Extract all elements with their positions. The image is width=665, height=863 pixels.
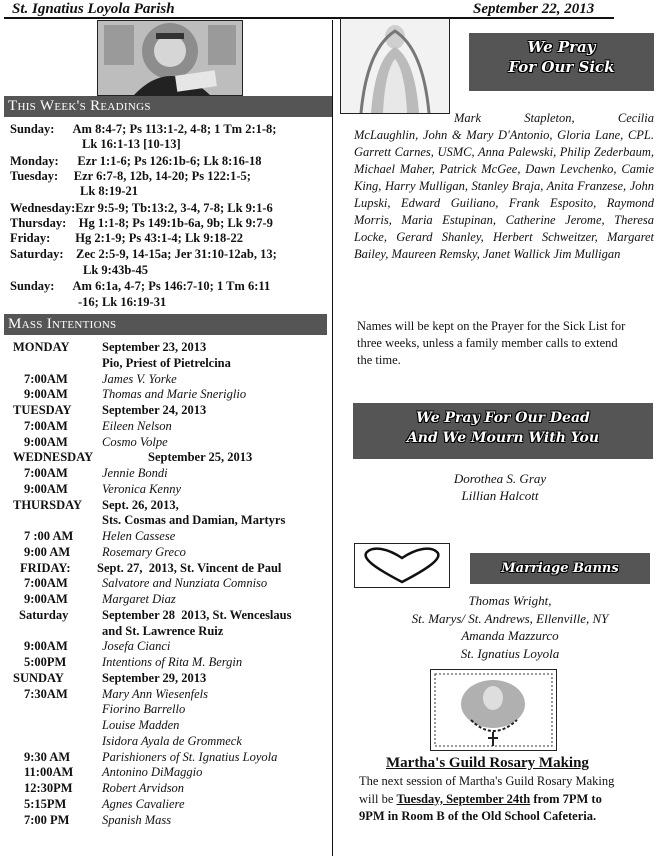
pray-for-dead-banner: We Pray For Our Dead And We Mourn With You bbox=[353, 403, 653, 459]
mass-day-heading: September 23, 2013 bbox=[102, 340, 207, 354]
deceased-names bbox=[400, 470, 600, 504]
mass-day-heading: Sts. Cosmas and Damian, Martyrs bbox=[102, 513, 286, 528]
pray-for-sick-banner: We Pray For Our Sick bbox=[469, 33, 654, 91]
mass-intention-name: Margaret Diaz bbox=[102, 592, 176, 606]
reading-line: Friday: Hg 2:1-9; Ps 43:1-4; Lk 9:18-22 bbox=[10, 231, 243, 245]
mass-day-heading: September 25, 2013 bbox=[148, 450, 253, 465]
mass-time: 7:30AM bbox=[24, 686, 68, 701]
header-rule bbox=[4, 17, 614, 19]
deceased-name: Dorothea S. Gray bbox=[453, 471, 547, 486]
reading-line: Lk 9:43b-45 bbox=[83, 263, 148, 277]
bulletin-date: September 22, 2013 bbox=[473, 1, 595, 17]
rosary-description: The next session of Martha's Guild Rosary Making will be Tuesday, September 24th from 7PM to 9PM in Room B of the Old School Cafeteria. bbox=[359, 774, 615, 823]
reading-line: Lk 16:1-13 [10-13] bbox=[82, 137, 181, 151]
reading-line: Lk 8:19-21 bbox=[80, 184, 138, 198]
mass-day-heading: Sept. 26, 2013, bbox=[102, 497, 179, 512]
mass-time: 7:00AM bbox=[24, 371, 68, 386]
deceased-name: Lillian Halcott bbox=[461, 488, 539, 503]
mass-intention-name: Louise Madden bbox=[102, 718, 180, 732]
banns-line: St. Ignatius Loyola bbox=[460, 645, 560, 661]
mass-intention-name: Eileen Nelson bbox=[102, 418, 172, 433]
banns-list bbox=[365, 592, 655, 662]
reading-line: Sunday: Am 8:4-7; Ps 113:1-2, 4-8; 1 Tm 2:1-8; bbox=[10, 122, 277, 136]
mass-time: 11:00AM bbox=[24, 765, 74, 780]
mass-intention-name: Spanish Mass bbox=[102, 812, 172, 827]
mass-day-heading: and St. Lawrence Ruiz bbox=[102, 623, 224, 638]
mass-intention-name: Intentions of Rita M. Bergin bbox=[102, 655, 243, 669]
mass-intention-name: Parishioners of St. Ignatius Loyola bbox=[102, 749, 278, 764]
reading-line: Monday: Ezr 1:1-6; Ps 126:1b-6; Lk 8:16-18 bbox=[10, 154, 262, 168]
mass-intention-name: Salvatore and Nunziata Comniso bbox=[102, 576, 268, 591]
reading-line: Tuesday: Ezr 6:7-8, 12b, 14-20; Ps 122:1-5; bbox=[10, 169, 251, 183]
sick-list-note: Names will be kept on the Prayer for the Sick List for three weeks, unless a family member calls to extend the time. bbox=[357, 319, 626, 367]
mass-time: 7:00AM bbox=[24, 576, 68, 591]
mass-time: 9:00 AM bbox=[24, 544, 71, 559]
mass-intention-name: Mary Ann Wiesenfels bbox=[102, 686, 208, 701]
mass-time: 12:30PM bbox=[24, 781, 73, 795]
banns-line: Thomas Wright, bbox=[468, 593, 552, 608]
mass-time: Saturday bbox=[19, 607, 69, 622]
mass-time: 7:00AM bbox=[24, 418, 68, 433]
mass-time: 9:00AM bbox=[24, 387, 68, 402]
banns-line: St. Marys/ St. Andrews, Ellenville, NY bbox=[411, 610, 609, 626]
mass-intention-name: Isidora Ayala de Grommeck bbox=[102, 733, 242, 748]
mass-day-heading: September 28 2013, St. Wenceslaus bbox=[102, 607, 292, 622]
mass-time: 7 :00 AM bbox=[24, 529, 74, 543]
mass-time: 9:00AM bbox=[24, 639, 68, 654]
column-divider bbox=[332, 20, 333, 856]
mary-statue-image bbox=[340, 18, 450, 114]
rosary-time-place: from 7PM to 9PM in Room B of the Old School Cafeteria. bbox=[359, 791, 602, 823]
rosary-title: Martha's Guild Rosary Making bbox=[386, 755, 589, 771]
mass-intention-name: Rosemary Greco bbox=[102, 544, 186, 559]
mass-time: MONDAY bbox=[13, 340, 70, 354]
rosary-image bbox=[430, 669, 557, 751]
sick-names-first: Mark Stapleton, Cecilia bbox=[454, 111, 654, 125]
mass-day-heading: Pio, Priest of Pietrelcina bbox=[102, 355, 231, 370]
mass-time: WEDNESDAY bbox=[13, 450, 94, 465]
mass-day-heading: Sept. 27, 2013, St. Vincent de Paul bbox=[97, 560, 282, 575]
rosary-date: Tuesday, September 24th bbox=[396, 791, 531, 806]
mass-day-heading: September 29, 2013 bbox=[102, 670, 207, 685]
mass-time: 9:00AM bbox=[24, 434, 68, 449]
mass-intention-name: Cosmo Volpe bbox=[102, 434, 168, 449]
mass-intention-name: Jennie Bondi bbox=[102, 466, 168, 480]
mass-intention-name: Antonino DiMaggio bbox=[102, 765, 203, 780]
mass-time: 5:00PM bbox=[24, 655, 67, 669]
mass-intention-name: Agnes Cavaliere bbox=[102, 796, 185, 811]
reading-line: Sunday: Am 6:1a, 4-7; Ps 146:7-10; 1 Tm 6:11 bbox=[10, 279, 271, 293]
mass-time: TUESDAY bbox=[13, 403, 72, 417]
sick-names: McLaughlin, John & Mary D'Antonio, Gloria Lane, CPL. Garrett Carnes, USMC, Anna Palewski, Philip Zederbaum, Michael Maher, Patrick McGee, Dawn Levchenko, Camie King, Harry Mulligan, Stanley Braja, Anita Franzese, John Lupski, Edward Guiliano, Frank Esposito, Raymond Morris, Maria Estupinan, Catherine Jerome, Theresa Locke, Gerard Shanley, Herbert Schweitzer, Margaret Bailey, Maureen Remsky, Janet Wallick Jim Mulligan bbox=[354, 128, 654, 261]
mass-time: FRIDAY: bbox=[20, 560, 71, 575]
mass-time: 7:00AM bbox=[24, 466, 68, 480]
parish-name: St. Ignatius Loyola Parish bbox=[12, 1, 175, 17]
readings-title: This Week's Readings bbox=[4, 96, 332, 117]
reading-line: Saturday: Zec 2:5-9, 14-15a; Jer 31:10-12ab, 13; bbox=[10, 247, 277, 261]
marriage-banns-banner: Marriage Banns bbox=[470, 553, 650, 584]
mass-time: SUNDAY bbox=[13, 670, 64, 685]
mass-time: 9:00AM bbox=[24, 592, 68, 606]
saint-portrait-image bbox=[97, 20, 243, 96]
mass-intention-name: Robert Arvidson bbox=[102, 781, 185, 795]
mass-day-heading: September 24, 2013 bbox=[102, 403, 207, 417]
reading-line: -16; Lk 16:19-31 bbox=[78, 295, 167, 309]
reading-line: Thursday: Hg 1:1-8; Ps 149:1b-6a, 9b; Lk 9:7-9 bbox=[10, 216, 273, 230]
mass-time: 9:30 AM bbox=[24, 749, 71, 764]
mass-intention-name: Josefa Cianci bbox=[102, 639, 171, 654]
reading-line: Wednesday:Ezr 9:5-9; Tb:13:2, 3-4, 7-8; Lk 9:1-6 bbox=[10, 201, 273, 215]
mass-intention-name: Helen Cassese bbox=[102, 529, 176, 543]
mass-intention-name: Thomas and Marie Sneriglio bbox=[102, 387, 247, 402]
mass-intention-name: Veronica Kenny bbox=[102, 481, 182, 496]
mass-intention-name: James V. Yorke bbox=[102, 371, 177, 386]
banns-line: Amanda Mazzurco bbox=[461, 628, 559, 643]
mass-intention-name: Fiorino Barrello bbox=[102, 702, 186, 717]
mass-intentions-title: Mass Intentions bbox=[4, 314, 327, 335]
mass-time: 5:15PM bbox=[24, 796, 67, 811]
mass-time: THURSDAY bbox=[13, 497, 83, 512]
mass-time: 7:00 PM bbox=[24, 812, 70, 827]
heart-image bbox=[354, 543, 450, 588]
mass-time: 9:00AM bbox=[24, 481, 68, 496]
